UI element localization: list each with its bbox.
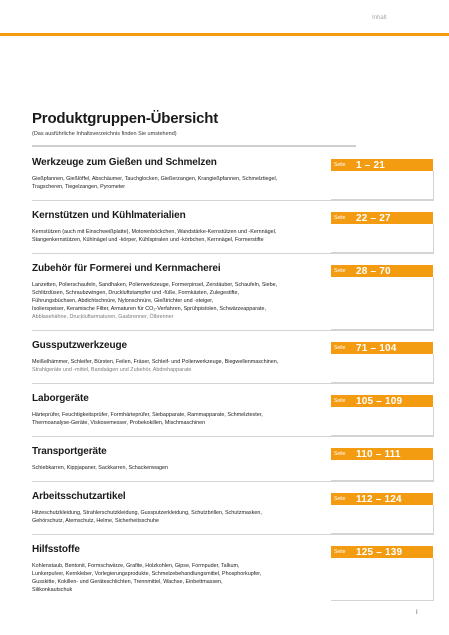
description-line: Hitzeschutzkleidung, Strahlerschutzkleidung, Gussputzerkleidung, Schutzbrillen, Schutzmasken, [32,510,262,516]
section-frame [331,277,434,330]
page-label: Seite [334,398,346,404]
page-range: 125 – 139 [356,546,403,558]
section-divider [32,200,434,201]
product-group-fettling-tools [32,340,434,374]
page-range-badge[interactable] [331,342,433,354]
page-label: Seite [334,451,346,457]
page-range-badge[interactable] [331,546,433,558]
page-range-badge[interactable] [331,212,433,224]
section-title: Werkzeuge zum Gießen und Schmelzen [32,157,217,168]
section-divider [32,253,434,254]
product-group-transport [32,446,434,472]
page-range-badge[interactable] [331,448,433,460]
page-range-badge[interactable] [331,493,433,505]
page-number: I [416,610,418,616]
description-line-muted: Abblasehähne, Druckluftarmaturen, Gasbrenner, Ölbrenner [32,314,174,320]
description-line: Gehörschutz, Atemschutz, Helme, Sicherheitsschuhe [32,518,160,524]
page-range: 71 – 104 [356,342,397,354]
description-line: Stangenkernstützen, Kühlnägel und -körper, Kühlspiralen und -körbchen, Kernnägel, Formerstifte [32,237,264,243]
header-accent-rule [0,33,449,36]
section-divider [32,481,434,482]
page-range-badge[interactable] [331,265,433,277]
section-divider [32,383,434,384]
section-description [32,464,332,472]
header-section-label: Inhalt [372,15,387,21]
description-line: Tragscheren, Tiegelzangen, Pyrometer [32,184,125,190]
section-description [32,281,332,321]
section-title: Hilfsstoffe [32,544,80,555]
section-frame [331,224,434,253]
section-title: Laborgeräte [32,393,89,404]
page-range: 105 – 109 [356,395,403,407]
page-range: 28 – 70 [356,265,391,277]
description-line: Isolierspeiser, Keramische Filter, Armaturen für CO₂-Verfahren, Sprühpistolen, Schwärzeapparate, [32,306,266,312]
description-line: Härteprüfer, Feuchtigkeitsprüfer, Formhärteprüfer, Siebapparate, Rammapparate, Schmelztester, [32,412,263,418]
section-frame [331,505,434,534]
description-line: Thermoanalyse-Geräte, Viskosemesser, Probekokillen, Mischmaschinen [32,420,206,426]
section-frame [331,171,434,200]
section-frame [331,354,434,383]
page-label: Seite [334,162,346,168]
description-line: Meißelhämmer, Schleifer, Bürsten, Feilen, Fräser, Schleif- und Polierwerkzeuge, Biegwellenmaschinen, [32,359,279,365]
section-description [32,562,332,594]
description-line: Gusskitte, Kokillen- und Geräteschlichten, Trennmittel, Wachse, Einbettmassen, [32,579,223,585]
section-title: Kernstützen und Kühlmaterialien [32,210,186,221]
product-group-lab-equipment [32,393,434,427]
description-line: Silikonkautschuk [32,587,73,593]
page-range: 1 – 21 [356,159,386,171]
page-label: Seite [334,345,346,351]
description-line: Führungsbüchsen, Abdichtschnüre, Nylonschnüre, Gießtrichter und -steiger, [32,298,214,304]
page-label: Seite [334,549,346,555]
product-group-safety [32,491,434,525]
section-title: Transportgeräte [32,446,107,457]
page-label: Seite [334,496,346,502]
description-line: Schiebkarren, Kippjapaner, Sackkarren, Schackenwagen [32,465,169,471]
section-frame [331,460,434,481]
section-title: Zubehör für Formerei und Kernmacherei [32,263,221,274]
description-line-muted: Strahlgeräte und -mittel, Bandsägen und Zubehör, Abdrehapparate [32,367,192,373]
page-label: Seite [334,268,346,274]
product-group-moulding-accessories [32,263,434,321]
description-line: Gießpfannen, Gießlöffel, Abschäumer, Tauchglocken, Gießerzangen, Krangießpfannen, Schmelztiegel, [32,176,278,182]
description-line: Lanzetten, Polierschaufeln, Sandhaken, Polierwerkzeuge, Formerpinsel, Zerstäuber, Schaufeln, Siebe, [32,282,278,288]
section-description [32,509,332,525]
section-title: Arbeitsschutzartikel [32,491,126,502]
page-range-badge[interactable] [331,159,433,171]
product-group-casting-tools [32,157,434,191]
page-range: 110 – 111 [356,448,401,460]
page-range-badge[interactable] [331,395,433,407]
section-description [32,175,332,191]
description-line: Kohlenstaub, Bentonit, Formschwärze, Grafite, Holzkohlen, Gipse, Formpuder, Talkum, [32,563,240,569]
title-divider [32,145,356,147]
page-title: Produktgruppen-Übersicht [32,110,219,127]
section-description [32,228,332,244]
section-frame [331,558,434,601]
product-group-consumables [32,544,434,594]
page-range: 22 – 27 [356,212,391,224]
section-description [32,358,332,374]
page-label: Seite [334,215,346,221]
section-divider [32,534,434,535]
page-range: 112 – 124 [356,493,402,505]
section-divider [32,436,434,437]
description-line: Kernstützen (auch mit Einschweißplatte), Motorenböckchen, Wandstärke-Kernstützen und -Kernnägel, [32,229,277,235]
section-frame [331,407,434,436]
section-title: Gussputzwerkzeuge [32,340,127,351]
section-description [32,411,332,427]
description-line: Lunkerpulver, Kernkleber, Vorlegierungsprodukte, Schmelzebehandlungsmittel, Phosphorkupfer, [32,571,262,577]
section-divider [32,330,434,331]
description-line: Schlitzdüsen, Schraubzwingen, Druckluftstampfer und -füße, Formkästen, Zulegestifte, [32,290,240,296]
product-group-core-supports [32,210,434,244]
page-subtitle: (Das ausführliche Inhaltsverzeichnis finden Sie umstehend) [32,131,177,137]
